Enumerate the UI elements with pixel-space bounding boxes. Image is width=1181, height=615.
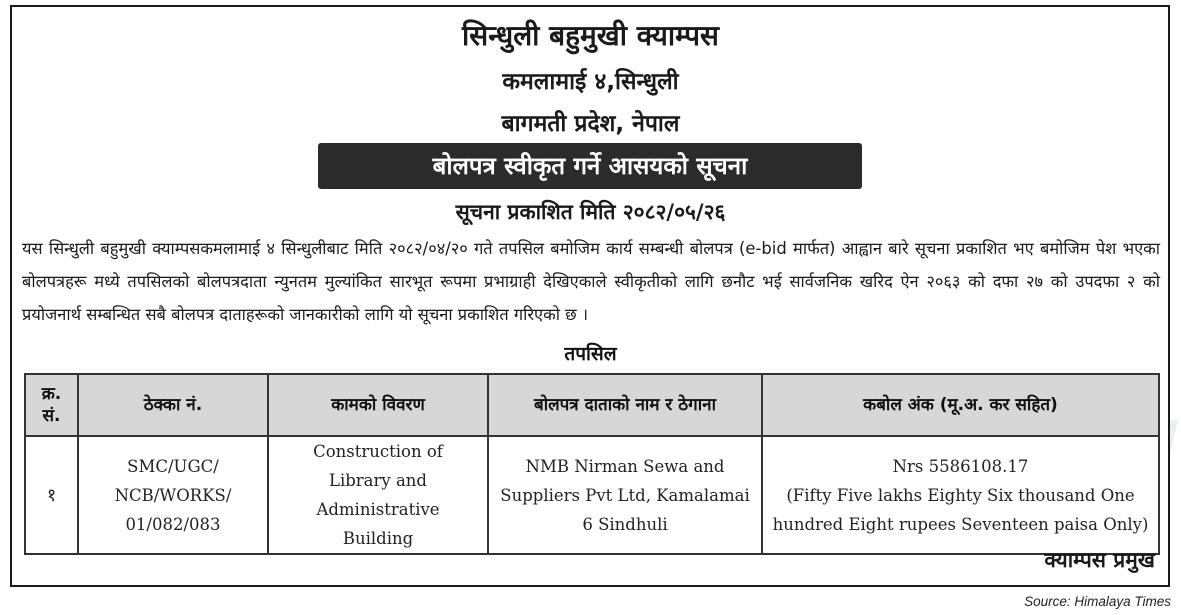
bid-amount-words: (Fifty Five lakhs Eighty Six thousand One hundred Eight rupees Seventeen paisa Only)	[772, 485, 1149, 534]
bid-amount-figure: Nrs 5586108.17	[892, 456, 1029, 476]
cell-work-description: Construction of Library and Administrative Building	[268, 436, 488, 554]
cell-bidder: NMB Nirman Sewa and Suppliers Pvt Ltd, Kamalamai 6 Sindhuli	[488, 436, 762, 554]
notice-title-banner: बोलपत्र स्वीकृत गर्ने आसयको सूचना	[318, 143, 862, 189]
header-bidder: बोलपत्र दाताको नाम र ठेगाना	[488, 374, 762, 436]
header-bid-amount: कबोल अंक (मू.अ. कर सहित)	[762, 374, 1159, 436]
source-credit: Source: Himalaya Times	[1024, 594, 1171, 609]
cell-sn: १	[25, 436, 78, 554]
details-section-title: तपसिल	[564, 343, 617, 365]
signature: क्याम्पस प्रमुख	[1044, 548, 1155, 572]
table-header-row	[25, 374, 1159, 436]
header-sn: क्र. सं.	[25, 374, 78, 436]
table-row	[25, 436, 1159, 554]
bid-details-table	[24, 373, 1160, 555]
cell-contract-no: SMC/UGC/ NCB/WORKS/ 01/082/083	[78, 436, 268, 554]
published-date: सूचना प्रकाशित मिति २०८२/०५/२६	[455, 200, 726, 224]
province-line: बागमती प्रदेश, नेपाल	[501, 111, 680, 137]
notice-body: यस सिन्धुली बहुमुखी क्याम्पसकमलामाई ४ सिन्धुलीबाट मिति २०८२/०४/२० गते तपसिल बमोजिम कार्य सम्बन्धी बोलपत्र (e-bid मार्फत) आह्वान बारे सूचना प्रकाशित भए बमोजिम पेश भएका बोलपत्रहरू मध्ये तपसिलको बोलपत्रदाता न्युनतम मुल्यांकित सारभूत रूपमा प्रभाग्राही देखिएकाले स्वीकृतीको लागि छनौट भई सार्वजनिक खरिद ऐन २०६३ को दफा २७ को उपदफा २ को प्रयोजनार्थ सम्बन्धित सबै बोलपत्र दाताहरूको जानकारीको लागि यो सूचना प्रकाशित गरिएको छ ।	[22, 239, 1160, 324]
header-work-description: कामको विवरण	[268, 374, 488, 436]
header-contract-no: ठेक्का नं.	[78, 374, 268, 436]
cell-bid-amount	[762, 436, 1159, 554]
org-name: सिन्धुली बहुमुखी क्याम्पस	[462, 19, 719, 52]
address-line: कमलामाई ४,सिन्धुली	[502, 69, 679, 95]
